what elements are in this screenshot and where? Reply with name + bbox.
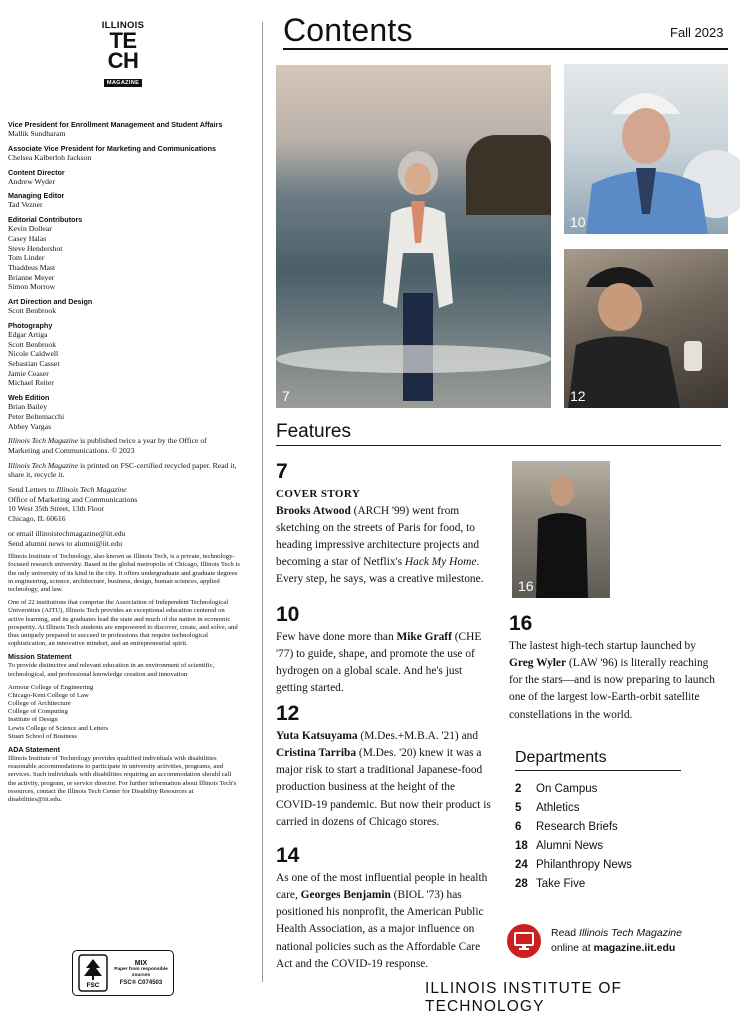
masthead-role: Content Director xyxy=(8,167,65,177)
departments-list xyxy=(515,779,715,893)
department-item[interactable]: 6 Research Briefs xyxy=(515,820,618,833)
person-figure xyxy=(564,64,728,234)
masthead-name: Scott Benbrook xyxy=(8,339,57,349)
masthead-role: Art Direction and Design xyxy=(8,297,93,307)
logo-line-magazine: MAGAZINE xyxy=(104,79,142,87)
college-list: Armour College of Engineering Chicago-Kent College of Law College of Architecture College of Computing Institute of Design Lewis College of Science and Letters Stuart School of Business xyxy=(8,683,109,740)
photo-greg-wyler[interactable] xyxy=(512,461,610,598)
masthead xyxy=(8,120,240,809)
masthead-name: Kevin Dollear xyxy=(8,224,52,234)
masthead-name: Mallik Sundharam xyxy=(8,129,66,139)
cover-photo-brooks-atwood[interactable] xyxy=(276,65,551,408)
masthead-group xyxy=(8,297,240,316)
about-paragraph-1: Illinois Institute of Technology, also known as Illinois Tech, is a private, technology-focused research university. Based in the global metropolis of Chicago, Illinois Tech is the only university of its kind in the city. It offers undergraduate and graduate degrees in engineering, science, architecture, business, design, human sciences, applied technology, and law. xyxy=(8,553,240,593)
masthead-name: Peter Beltemacchi xyxy=(8,411,65,421)
printing-note: Illinois Tech Magazine is printed on FSC-certified recycled paper. Read it, share it, recycle it. xyxy=(8,460,237,480)
masthead-group xyxy=(8,144,240,163)
department-item[interactable]: 24 Philanthropy News xyxy=(515,858,632,871)
masthead-name: Simon Morrow xyxy=(8,282,56,292)
issue-label: Fall 2023 xyxy=(670,25,724,40)
photo-yuta-katsuyama[interactable] xyxy=(564,249,728,408)
title-rule xyxy=(283,48,728,50)
letters-address: Send Letters to Illinois Tech Magazine Office of Marketing and Communications 10 West 35th Street, 13th Floor Chicago, IL 60616 xyxy=(8,485,138,524)
photo-page-number: 7 xyxy=(282,388,290,404)
footer-institution: ILLINOIS INSTITUTE OF TECHNOLOGY xyxy=(425,980,623,1015)
masthead-role: Associate Vice President for Marketing and Communications xyxy=(8,143,216,153)
logo-line-ch: CH xyxy=(107,48,139,74)
masthead-group xyxy=(8,191,240,210)
masthead-name: Edgar Artiga xyxy=(8,329,48,339)
masthead-role: Vice President for Enrollment Management and Student Affairs xyxy=(8,120,223,129)
masthead-name: Brianne Meyer xyxy=(8,272,55,282)
photo-page-number: 10 xyxy=(570,214,586,230)
masthead-name: Thaddeus Mast xyxy=(8,262,56,272)
feature-page-number: 10 xyxy=(276,603,300,626)
masthead-name: Sebastian Casset xyxy=(8,358,60,368)
mission-statement: Mission Statement To provide distinctive and relevant education in an environment of scientific, technological, and professional knowledge creation and innovation xyxy=(8,652,215,678)
feature-page-number: 7 xyxy=(276,460,288,483)
departments-rule xyxy=(515,770,681,771)
masthead-role: Web Edition xyxy=(8,393,50,403)
masthead-name: Steve Hendershot xyxy=(8,243,63,253)
feature-10[interactable] xyxy=(276,603,496,698)
logo-line-illinois: ILLINOIS xyxy=(101,20,145,31)
masthead-credits xyxy=(8,120,240,431)
email-link[interactable]: or email illinoistechmagazine@iit.edu xyxy=(8,528,126,538)
feature-7[interactable] xyxy=(276,460,496,588)
feature-16[interactable] xyxy=(509,612,723,724)
fsc-mix: MIX xyxy=(134,959,148,967)
contact-emails xyxy=(8,529,240,548)
online-callout[interactable]: Read Illinois Tech Magazine online at magazine.iit.edu xyxy=(507,924,682,958)
about-paragraph-2: One of 22 institutions that comprise the Association of Independent Technological Universities (AITU), Illinois Tech provides an exceptional education centered on active learning, and its graduates lead the state and much of the nation in economic prosperity. At Illinois Tech students are empowered to discover, create, and solve, and thus uniquely prepared to succeed in professions that require technological sophistication, an innovative mindset, and an entrepreneurial spirit. xyxy=(8,599,238,648)
monitor-icon xyxy=(507,924,541,958)
masthead-name: Chelsea Kalberloh Jackson xyxy=(8,152,92,162)
photo-mike-graff[interactable] xyxy=(564,64,728,234)
masthead-name: Scott Benbrook xyxy=(8,306,57,316)
feature-blurb: Yuta Katsuyama (M.Des.+M.B.A. '21) and Cristina Tarriba (M.Des. '20) knew it was a major risk to start a traditional Japanese-food production business at the height of the COVID-19 pandemic. But now their product is carried in dozens of Chicago stores. xyxy=(276,730,491,828)
column-divider xyxy=(262,22,263,982)
feature-page-number: 14 xyxy=(276,844,300,867)
masthead-group xyxy=(8,321,240,388)
department-item[interactable]: 5 Athletics xyxy=(515,801,580,814)
department-item[interactable]: 28 Take Five xyxy=(515,877,586,890)
feature-page-number: 16 xyxy=(509,612,533,635)
fsc-tree-icon xyxy=(78,954,108,992)
masthead-name: Michael Reiter xyxy=(8,378,54,388)
magazine-logo xyxy=(96,20,150,89)
masthead-name: Tom Linder xyxy=(8,253,45,263)
masthead-group xyxy=(8,120,240,139)
photo-page-number: 12 xyxy=(570,388,586,404)
masthead-role: Managing Editor xyxy=(8,191,65,201)
features-heading: Features xyxy=(276,421,351,442)
fsc-badge xyxy=(72,950,174,996)
department-item[interactable]: 2 On Campus xyxy=(515,782,598,795)
masthead-group xyxy=(8,393,240,431)
masthead-name: Casey Halas xyxy=(8,233,47,243)
feature-12[interactable] xyxy=(276,702,496,831)
feature-page-number: 12 xyxy=(276,702,300,725)
logo-line-te: TE xyxy=(109,28,137,53)
online-url-link[interactable]: magazine.iit.edu xyxy=(593,942,676,954)
photo-page-number: 16 xyxy=(518,578,534,594)
feature-blurb: The lastest high-tech startup launched by Greg Wyler (LAW '96) is literally reaching for the stars—and is now preparing to launch one of the largest low-Earth-orbit satellite constellations in the world. xyxy=(509,640,715,721)
masthead-group xyxy=(8,215,240,292)
feature-kicker: COVER STORY xyxy=(276,488,361,501)
masthead-name: Jamie Ceaser xyxy=(8,368,49,378)
fsc-paper: Paper from responsible sources xyxy=(114,966,168,978)
departments-heading: Departments xyxy=(515,749,607,766)
alumni-email-link[interactable]: Send alumni news to alumni@iit.edu xyxy=(8,538,123,548)
masthead-role: Photography xyxy=(8,320,53,330)
feature-blurb: Brooks Atwood (ARCH '99) went from sketching on the streets of Paris for food, to heading impressive architecture projects and becoming a star of Netflix's Hack My Home. Every step, he says, was a creative milestone. xyxy=(276,504,484,586)
masthead-name: Nicole Caldwell xyxy=(8,349,59,359)
person-figure xyxy=(564,249,728,408)
masthead-role: Editorial Contributors xyxy=(8,215,83,225)
feature-blurb: As one of the most influential people in health care, Georges Benjamin (BIOL '73) has positioned his nonprofit, the American Public Health Association, as a major influence on national policies such as the Affordable Care Act and the COVID-19 response. xyxy=(276,872,488,970)
features-rule xyxy=(276,445,721,446)
publication-note: Illinois Tech Magazine is published twice a year by the Office of Marketing and Communications. © 2023 xyxy=(8,436,207,455)
page-title: Contents xyxy=(283,12,413,48)
masthead-group xyxy=(8,168,240,187)
masthead-name: Brian Bailey xyxy=(8,402,48,412)
masthead-name: Abbey Vargas xyxy=(8,421,52,431)
feature-14[interactable] xyxy=(276,844,496,973)
department-item[interactable]: 18 Alumni News xyxy=(515,839,604,852)
feature-blurb: Few have done more than Mike Graff (CHE '77) to guide, shape, and promote the use of hydrogen on a global scale. And he's just getting started. xyxy=(276,631,482,695)
masthead-name: Tad Vezner xyxy=(8,200,43,210)
fsc-logo-text: FSC xyxy=(86,982,100,989)
fsc-code: FSC® C074503 xyxy=(119,980,163,987)
ada-statement: ADA Statement Illinois Institute of Technology provides qualified individuals with disabilities reasonable accommodations to participate in university activities, programs, and services. Such individuals with disabilities requiring an accommodation should call the activity, program, or service director. For further information about Illinois Tech's resources, contact the Illinois Tech Center for Disability Resources at disabilities@iit.edu. xyxy=(8,744,237,803)
masthead-name: Andrew Wyder xyxy=(8,176,55,186)
